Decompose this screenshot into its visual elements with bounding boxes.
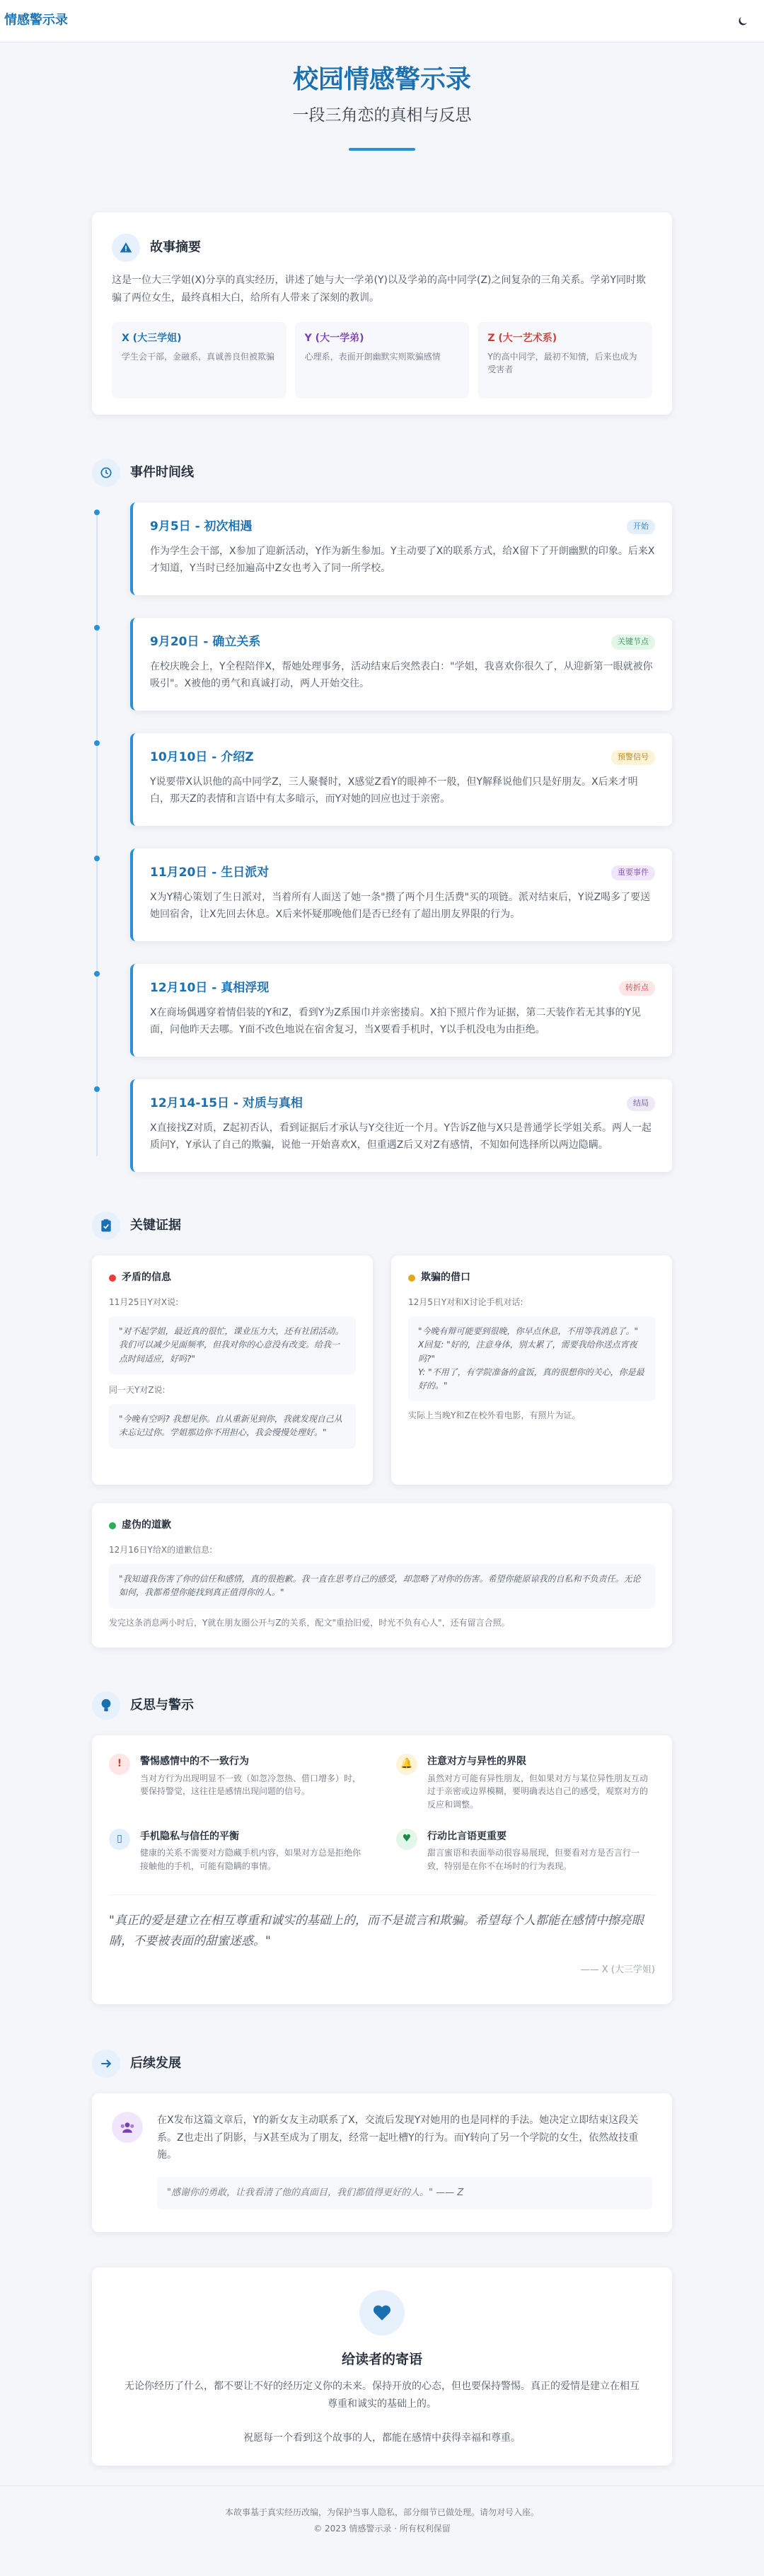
character-card [295, 322, 470, 398]
timeline-dot [94, 1086, 100, 1092]
timeline-line [96, 511, 98, 1156]
evidence-card-title: 欺骗的借口 [421, 1272, 470, 1283]
summary-title: 故事摘要 [150, 239, 201, 255]
timeline-dot [94, 856, 100, 861]
reflect-item [109, 1754, 368, 1812]
reflect-item-title: 行动比言语更重要 [427, 1830, 507, 1842]
timeline-item [96, 849, 672, 941]
evidence-subtitle: 同一天Y对Z说: [109, 1384, 166, 1395]
character-name: Z (大一艺术系) [487, 333, 557, 344]
character-card [478, 322, 652, 398]
evidence-note: 发完这条消息两小时后，Y就在朋友圈公开与Z的关系，配文"重拾旧爱，时光不负有心人"，还有留言合照。 [109, 1617, 510, 1628]
red-dot-icon [109, 1275, 116, 1282]
timeline-event-desc: 在校庆晚会上，Y全程陪伴X，帮她处理事务，活动结束后突然表白："学姐，我喜欢你很久了，从迎新第一眼就被你吸引"。X被他的勇气和真诚打动，两人开始交往。 [150, 660, 653, 690]
bell-icon: 🔔 [396, 1754, 417, 1775]
timeline-card [130, 849, 672, 941]
arrow-right-icon [92, 2049, 120, 2078]
character-name: Y (大一学弟) [304, 333, 364, 344]
timeline-event-desc: Y说要带X认识他的高中同学Z，三人聚餐时，X感觉Z看Y的眼神不一般，但Y解释说他们只是好朋友。X后来才明白，那天Z的表情和言语中有太多暗示，而Y对她的回应也过于亲密。 [150, 776, 638, 805]
timeline-item [96, 1079, 672, 1172]
history-icon [92, 459, 120, 487]
users-icon [112, 2112, 143, 2143]
timeline-card [130, 618, 672, 711]
after-title: 后续发展 [130, 2055, 181, 2071]
reflect-item [396, 1754, 655, 1812]
evidence-card-excuse [391, 1255, 672, 1485]
timeline-event-title: 10月10日 - 介绍Z [150, 750, 254, 764]
title-underline [349, 148, 415, 151]
timeline-event-title: 12月14-15日 - 对质与真相 [150, 1096, 303, 1110]
evidence-card-contradiction [92, 1255, 373, 1485]
after-card [92, 2093, 672, 2232]
timeline-item [96, 733, 672, 826]
character-name: X (大三学姐) [122, 333, 182, 344]
navbar [0, 0, 764, 42]
green-dot-icon [109, 1522, 116, 1529]
lightbulb-icon [92, 1691, 120, 1720]
timeline-event-title: 9月5日 - 初次相遇 [150, 519, 253, 534]
evidence-subtitle: 11月25日Y对X说: [109, 1296, 179, 1307]
evidence-quote: "对不起学姐，最近真的很忙，课业压力大，还有社团活动。我们可以减少见面频率，但我对你的心意没有改变。给我一点时间适应，好吗?" [109, 1316, 356, 1374]
timeline-event-title: 12月10日 - 真相浮现 [150, 981, 270, 995]
after-quote: "感谢你的勇敢，让我看清了他的真面目，我们都值得更好的人。" —— Z [157, 2177, 652, 2209]
dark-mode-toggle-icon[interactable] [734, 13, 751, 30]
timeline-badge: 重要事件 [611, 866, 655, 880]
footer-copyright: © 2023 情感警示录 · 所有权利保留 [313, 2523, 451, 2534]
timeline-dot [94, 740, 100, 746]
timeline-event-desc: 作为学生会干部，X参加了迎新活动，Y作为新生参加。Y主动要了X的联系方式，给X留下了开朗幽默的印象。后来X才知道，Y当时已经加遍高中Z女也考入了同一所学校。 [150, 545, 655, 575]
reflect-item-desc: 健康的关系不需要对方隐藏手机内容，如果对方总是拒绝你接触他的手机，可能有隐瞒的事情。 [140, 1848, 361, 1871]
timeline-event-desc: X在商场偶遇穿着情侣装的Y和Z，看到Y为Z系围巾并亲密搂肩。X拍下照片作为证据，第二天装作若无其事的Y见面，问他昨天去哪。Y面不改色地说在宿舍复习，当X要看手机时，Y以手机没电为由拒绝。 [150, 1006, 642, 1036]
timeline-badge: 开始 [627, 519, 655, 534]
final-blessing: 祝愿每一个看到这个故事的人，都能在感情中获得幸福和尊重。 [243, 2432, 521, 2444]
character-desc: Y的高中同学，最初不知情，后来也成为受害者 [487, 351, 637, 375]
final-text: 无论你经历了什么，都不要让不好的经历定义你的未来。保持开放的心态，但也要保持警惕。真正的爱情是建立在相互尊重和诚实的基础上的。 [125, 2381, 639, 2410]
timeline-badge: 预警信号 [611, 750, 655, 765]
evidence-card-title: 虚伪的道歉 [122, 1519, 171, 1531]
evidence-subtitle: 12月5日Y对和X讨论手机对话: [408, 1296, 523, 1307]
reflect-item-desc: 虽然对方可能有异性朋友，但如果对方与某位异性朋友互动过于亲密或边界模糊，要明确表达自己的感受，观察对方的反应和调整。 [427, 1773, 649, 1810]
reflect-title: 反思与警示 [130, 1697, 194, 1713]
timeline-item [96, 502, 672, 595]
summary-text: 这是一位大三学姐(X)分享的真实经历，讲述了她与大一学弟(Y)以及学弟的高中同学(Z)之间复杂的三角关系。学弟Y同时欺骗了两位女生，最终真相大白，给所有人带来了深刻的教训。 [112, 275, 647, 304]
timeline-title: 事件时间线 [130, 464, 194, 480]
hero [0, 42, 764, 212]
timeline-event-title: 11月20日 - 生日派对 [150, 866, 270, 880]
footer-disclaimer: 本故事基于真实经历改编，为保护当事人隐私，部分细节已做处理。请勿对号入座。 [224, 2507, 539, 2517]
final-card [92, 2267, 672, 2466]
timeline-event-desc: X直接找Z对质，Z起初否认，看到证据后才承认与Y交往近一个月。Y告诉Z他与X只是普通学长学姐关系。两人一起质问Y，Y承认了自己的欺骗，说他一开始喜欢X，但重遇Z后又对Z有感情，不知如何选择所以两边隐瞒。 [150, 1122, 652, 1151]
footer [0, 2485, 764, 2576]
character-desc: 心理系，表面开朗幽默实则欺骗感情 [304, 351, 441, 362]
reflect-item-desc: 甜言蜜语和表面举动很容易展现，但要看对方是否言行一致，特别是在你不在场时的行为表现。 [427, 1848, 640, 1871]
heart-icon: ♥ [396, 1829, 417, 1850]
summary-card [92, 212, 672, 415]
timeline-dot [94, 625, 100, 631]
final-title: 给读者的寄语 [341, 2352, 422, 2367]
timeline-badge: 关键节点 [611, 635, 655, 650]
reflect-card [92, 1735, 672, 2004]
page-title: 校园情感警示录 [292, 65, 471, 94]
timeline [96, 502, 672, 1172]
evidence-card-apology [92, 1503, 672, 1648]
timeline-item [96, 964, 672, 1057]
warning-icon [112, 234, 140, 262]
closing-quote [109, 1894, 655, 1979]
character-card [112, 322, 286, 398]
exclamation-icon: ! [109, 1754, 130, 1775]
heart-icon [359, 2290, 405, 2335]
brand-logo[interactable]: 情感警示录 [4, 13, 68, 28]
evidence-note: 实际上当晚Y和Z在校外看电影，有照片为证。 [408, 1410, 581, 1421]
timeline-event-title: 9月20日 - 确立关系 [150, 635, 261, 649]
reflect-item-title: 手机隐私与信任的平衡 [140, 1830, 239, 1842]
timeline-card [130, 733, 672, 826]
evidence-subtitle: 12月16日Y给X的道歉信息: [109, 1544, 213, 1555]
character-desc: 学生会干部，金融系，真诚善良但被欺骗 [122, 351, 275, 362]
page-subtitle: 一段三角恋的真相与反思 [292, 105, 472, 125]
timeline-event-desc: X为Y精心策划了生日派对，当着所有人面送了她一条"攒了两个月生活费"买的项链。派对结束后，Y说Z喝多了要送她回宿舍，让X先回去休息。X后来怀疑那晚他们是否已经有了超出朋友界限的行为。 [150, 891, 651, 921]
quote-author: —— X (大三学姐) [580, 1965, 655, 1976]
timeline-badge: 结局 [627, 1096, 655, 1111]
timeline-dot [94, 510, 100, 515]
evidence-quote: "今晚有空吗? 我想见你。自从重新见到你，我就发现自己从未忘记过你。学姐那边你不用担心，我会慢慢处理好。" [109, 1404, 356, 1448]
evidence-title: 关键证据 [130, 1217, 181, 1233]
timeline-card [130, 964, 672, 1057]
yellow-dot-icon [408, 1275, 415, 1282]
phone-icon: ▯ [109, 1829, 130, 1850]
timeline-dot [94, 971, 100, 977]
reflect-item [396, 1829, 655, 1873]
timeline-item [96, 618, 672, 711]
after-text: 在X发布这篇文章后，Y的新女友主动联系了X，交流后发现Y对她用的也是同样的手法。她决定立即结束这段关系。Z也走出了阴影，与X甚至成为了朋友，经常一起吐槽Y的行为。而Y转向了另一个学院的女生，依然故技重施。 [157, 2115, 639, 2161]
evidence-quote: "我知道我伤害了你的信任和感情，真的很抱歉。我一直在思考自己的感受，却忽略了对你的伤害。希望你能原谅我的自私和不负责任。无论如何，我都希望你能找到真正值得你的人。" [109, 1564, 655, 1608]
timeline-badge: 转折点 [619, 981, 655, 996]
clipboard-icon [92, 1212, 120, 1240]
timeline-card [130, 1079, 672, 1172]
character-list [112, 322, 652, 398]
reflect-item-title: 警惕感情中的不一致行为 [140, 1756, 249, 1767]
evidence-card-title: 矛盾的信息 [122, 1272, 171, 1283]
timeline-card [130, 502, 672, 595]
reflect-item-title: 注意对方与异性的界限 [427, 1756, 526, 1767]
reflect-item-desc: 当对方行为出现明显不一致（如忽冷忽热、借口增多）时，要保持警觉，这往往是感情出现问题的信号。 [140, 1773, 361, 1797]
quote-text: "真正的爱是建立在相互尊重和诚实的基础上的，而不是谎言和欺骗。希望每个人都能在感情中擦亮眼睛，不要被表面的甜蜜迷惑。" [109, 1913, 644, 1949]
reflect-item [109, 1829, 368, 1873]
evidence-quote: "今晚有辩可能要到很晚，你早点休息，不用等我消息了。" X回复: "好的，注意身体，别太累了，需要我给你送点宵夜吗?" Y: "不用了，有学院准备的盒饭，真的很想你的关心，你是最好的。" [408, 1316, 655, 1401]
